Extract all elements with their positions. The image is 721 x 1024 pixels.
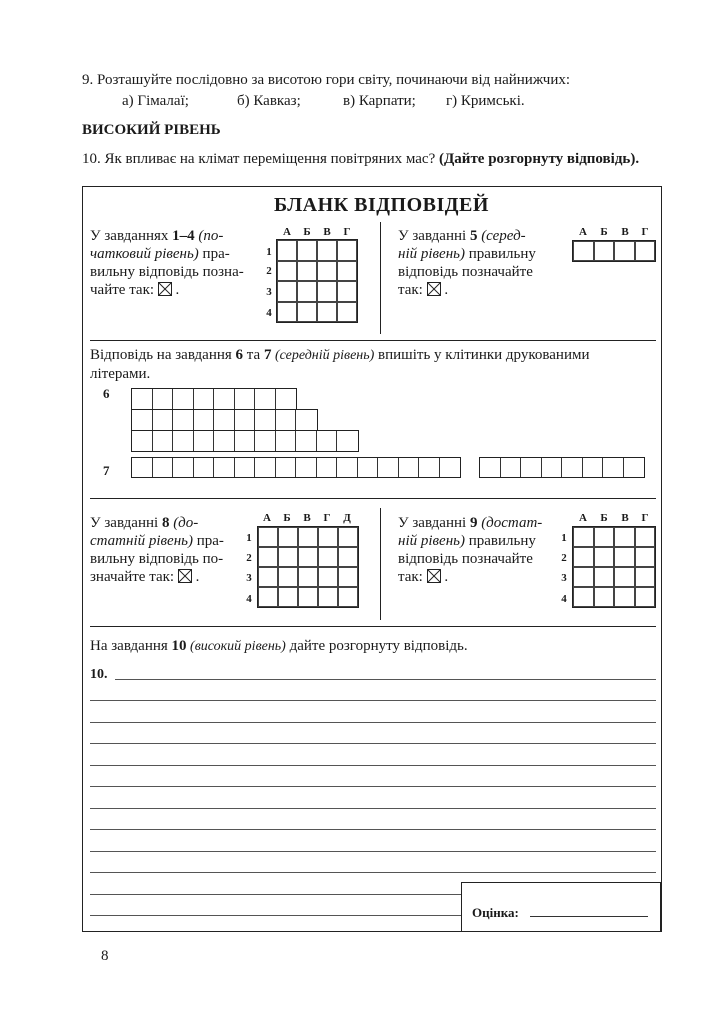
answer-cell[interactable]	[317, 281, 337, 302]
answer-cell[interactable]	[277, 240, 297, 261]
row-header: 1	[246, 532, 252, 544]
letter-cell[interactable]	[378, 458, 399, 477]
letter-cell[interactable]	[542, 458, 563, 477]
letter-cell[interactable]	[235, 458, 256, 477]
letter-cell[interactable]	[173, 389, 194, 409]
answer-cell[interactable]	[614, 587, 635, 607]
divider	[90, 340, 656, 341]
col-header: Г	[323, 512, 331, 524]
answer-cell[interactable]	[277, 302, 297, 323]
answer-sheet-title: БЛАНК ВІДПОВІДЕЙ	[274, 194, 489, 216]
row-header: 1	[266, 246, 272, 258]
section-title: ВИСОКИЙ РІВЕНЬ	[82, 122, 221, 138]
answer-cell[interactable]	[337, 281, 357, 302]
answer-cell[interactable]	[635, 547, 656, 567]
letter-cell[interactable]	[214, 458, 235, 477]
col-header: Г	[343, 226, 351, 238]
answer-line[interactable]	[90, 851, 656, 852]
answer-line[interactable]	[90, 915, 461, 916]
col-header: В	[621, 226, 629, 238]
answer-cell[interactable]	[318, 587, 338, 607]
page-number: 8	[101, 948, 109, 964]
answer-cell[interactable]	[318, 527, 338, 547]
col-header: В	[303, 512, 311, 524]
letter-cell[interactable]	[562, 458, 583, 477]
col-header: А	[283, 226, 291, 238]
answer-cell[interactable]	[594, 587, 615, 607]
row-header: 4	[561, 593, 567, 605]
task-7-cells-a[interactable]	[131, 457, 461, 478]
row-header: 4	[266, 307, 272, 319]
answer-cell[interactable]	[297, 302, 317, 323]
answer-grid-5[interactable]	[572, 240, 656, 262]
answer-cell[interactable]	[338, 527, 358, 547]
answer-cell[interactable]	[573, 527, 594, 547]
answer-cell[interactable]	[614, 241, 635, 261]
letter-cell[interactable]	[317, 458, 338, 477]
letter-cell[interactable]	[276, 431, 297, 451]
answer-cell[interactable]	[318, 547, 338, 567]
task-6-row[interactable]	[131, 430, 359, 452]
letter-cell[interactable]	[419, 458, 440, 477]
answer-cell[interactable]	[337, 261, 357, 282]
q10-note: (Дайте розгорнуту відповідь).	[438, 151, 640, 167]
letter-cell[interactable]	[214, 410, 235, 430]
answer-cell[interactable]	[594, 547, 615, 567]
answer-cell[interactable]	[277, 281, 297, 302]
cross-box-icon	[427, 282, 441, 296]
block5-instructions: У завданні 9 (достат- ній рівень) правильну відповідь позначайте так: .	[398, 515, 543, 585]
letter-cell[interactable]	[337, 458, 358, 477]
answer-cell[interactable]	[297, 261, 317, 282]
answer-cell[interactable]	[594, 241, 615, 261]
answer-cell[interactable]	[614, 527, 635, 547]
letter-cell[interactable]	[624, 458, 645, 477]
col-header: В	[323, 226, 331, 238]
col-header: Б	[283, 512, 291, 524]
cross-box-icon	[158, 282, 172, 296]
q9-option-b: б) Кавказ;	[237, 93, 301, 109]
letter-cell[interactable]	[153, 410, 174, 430]
task-6-label: 6	[103, 386, 110, 401]
letter-cell[interactable]	[132, 389, 153, 409]
answer-cell[interactable]	[317, 302, 337, 323]
letter-cell[interactable]	[255, 431, 276, 451]
answer-cell[interactable]	[278, 527, 298, 547]
col-header: Б	[303, 226, 311, 238]
block4-instructions: У завданні 8 (до- статній рівень) пра- вильну відповідь по- значайте так: .	[90, 515, 224, 585]
letter-cell[interactable]	[501, 458, 522, 477]
letter-cell[interactable]	[173, 410, 194, 430]
letter-cell[interactable]	[440, 458, 461, 477]
letter-cell[interactable]	[153, 458, 174, 477]
letter-cell[interactable]	[235, 431, 256, 451]
answer-cell[interactable]	[277, 261, 297, 282]
answer-line[interactable]	[90, 829, 656, 830]
divider	[380, 508, 381, 620]
letter-cell[interactable]	[276, 389, 297, 409]
row-header: 2	[246, 552, 252, 564]
answer-line[interactable]	[90, 872, 656, 873]
col-header: Б	[600, 226, 608, 238]
letter-cell[interactable]	[255, 458, 276, 477]
letter-cell[interactable]	[583, 458, 604, 477]
answer-line[interactable]	[115, 679, 656, 680]
task-10-label: 10.	[90, 667, 108, 682]
task-7-cells-b[interactable]	[479, 457, 645, 478]
answer-grid-8[interactable]	[257, 526, 359, 608]
answer-cell[interactable]	[573, 547, 594, 567]
answer-cell[interactable]	[258, 547, 278, 567]
col-header: А	[579, 512, 587, 524]
answer-line[interactable]	[90, 743, 656, 744]
answer-line[interactable]	[90, 894, 461, 895]
answer-cell[interactable]	[258, 527, 278, 547]
row-header: 3	[266, 286, 272, 298]
row-header: 3	[561, 572, 567, 584]
letter-cell[interactable]	[603, 458, 624, 477]
row-header: 2	[266, 265, 272, 277]
block3-instructions: Відповідь на завдання 6 та 7 (середній рівень) впишіть у клітинки друкованими літерами.	[90, 347, 590, 382]
answer-cell[interactable]	[258, 587, 278, 607]
answer-cell[interactable]	[298, 547, 318, 567]
answer-cell[interactable]	[614, 547, 635, 567]
answer-cell[interactable]	[278, 547, 298, 567]
score-box	[461, 882, 661, 932]
answer-line[interactable]	[90, 700, 656, 701]
answer-cell[interactable]	[635, 241, 656, 261]
letter-cell[interactable]	[296, 410, 317, 430]
row-header: 4	[246, 593, 252, 605]
letter-cell[interactable]	[173, 458, 194, 477]
letter-cell[interactable]	[276, 458, 297, 477]
answer-grid-9[interactable]	[572, 526, 656, 608]
row-header: 3	[246, 572, 252, 584]
cross-box-icon	[178, 569, 192, 583]
answer-cell[interactable]	[298, 527, 318, 547]
cross-box-icon	[427, 569, 441, 583]
answer-line[interactable]	[90, 808, 656, 809]
letter-cell[interactable]	[194, 458, 215, 477]
answer-cell[interactable]	[297, 240, 317, 261]
q9-option-c: в) Карпати;	[343, 93, 416, 109]
answer-grid-1-4[interactable]	[276, 239, 358, 323]
question-10-text	[82, 151, 639, 168]
col-header: В	[621, 512, 629, 524]
row-header: 2	[561, 552, 567, 564]
answer-cell[interactable]	[337, 240, 357, 261]
q10-question: 10. Як впливає на клімат переміщення повітряних мас?	[82, 151, 436, 167]
col-header: Д	[343, 512, 351, 524]
answer-cell[interactable]	[258, 567, 278, 587]
block6-instructions: На завдання 10 (високий рівень) дайте розгорнуту відповідь.	[90, 638, 468, 654]
answer-line[interactable]	[90, 786, 656, 787]
answer-cell[interactable]	[635, 587, 656, 607]
answer-cell[interactable]	[635, 527, 656, 547]
letter-cell[interactable]	[153, 431, 174, 451]
letter-cell[interactable]	[358, 458, 379, 477]
divider	[380, 222, 381, 334]
letter-cell[interactable]	[480, 458, 501, 477]
answer-cell[interactable]	[573, 587, 594, 607]
row-header: 1	[561, 532, 567, 544]
answer-cell[interactable]	[635, 567, 656, 587]
letter-cell[interactable]	[194, 431, 215, 451]
letter-cell[interactable]	[337, 431, 358, 451]
answer-cell[interactable]	[338, 547, 358, 567]
answer-cell[interactable]	[318, 567, 338, 587]
task-6-row[interactable]	[131, 409, 318, 431]
answer-cell[interactable]	[317, 261, 337, 282]
block2-instructions: У завданні 5 (серед- ній рівень) правильну відповідь позначайте так: .	[398, 228, 536, 298]
col-header: А	[579, 226, 587, 238]
letter-cell[interactable]	[296, 458, 317, 477]
letter-cell[interactable]	[235, 389, 256, 409]
letter-cell[interactable]	[296, 431, 317, 451]
task-7-label: 7	[103, 463, 110, 478]
letter-cell[interactable]	[173, 431, 194, 451]
letter-cell[interactable]	[235, 410, 256, 430]
letter-cell[interactable]	[255, 389, 276, 409]
letter-cell[interactable]	[132, 431, 153, 451]
answer-line[interactable]	[90, 765, 656, 766]
answer-cell[interactable]	[317, 240, 337, 261]
letter-cell[interactable]	[194, 410, 215, 430]
answer-cell[interactable]	[594, 567, 615, 587]
q9-option-a: а) Гімалаї;	[122, 93, 189, 109]
letter-cell[interactable]	[194, 389, 215, 409]
answer-line[interactable]	[90, 722, 656, 723]
task-6-row[interactable]	[131, 388, 297, 410]
block1-instructions: У завданнях 1–4 (по- чатковий рівень) пра- вильну відповідь позна- чайте так: .	[90, 228, 244, 298]
letter-cell[interactable]	[399, 458, 420, 477]
question-9-text: 9. Розташуйте послідовно за висотою гори світу, починаючи від найнижчих:	[82, 72, 571, 88]
letter-cell[interactable]	[276, 410, 297, 430]
answer-cell[interactable]	[338, 567, 358, 587]
answer-cell[interactable]	[337, 302, 357, 323]
answer-cell[interactable]	[297, 281, 317, 302]
divider	[90, 626, 656, 627]
letter-cell[interactable]	[153, 389, 174, 409]
col-header: Г	[641, 226, 649, 238]
letter-cell[interactable]	[214, 431, 235, 451]
letter-cell[interactable]	[132, 458, 153, 477]
letter-cell[interactable]	[255, 410, 276, 430]
answer-cell[interactable]	[298, 567, 318, 587]
col-header: Г	[641, 512, 649, 524]
answer-cell[interactable]	[338, 587, 358, 607]
answer-cell[interactable]	[594, 527, 615, 547]
q9-option-d: г) Кримські.	[446, 93, 525, 109]
answer-cell[interactable]	[278, 587, 298, 607]
answer-cell[interactable]	[298, 587, 318, 607]
letter-cell[interactable]	[214, 389, 235, 409]
col-header: Б	[600, 512, 608, 524]
divider	[90, 498, 656, 499]
answer-cell[interactable]	[278, 567, 298, 587]
score-field[interactable]	[530, 916, 648, 917]
letter-cell[interactable]	[132, 410, 153, 430]
col-header: А	[263, 512, 271, 524]
letter-cell[interactable]	[521, 458, 542, 477]
answer-cell[interactable]	[573, 567, 594, 587]
answer-cell[interactable]	[614, 567, 635, 587]
letter-cell[interactable]	[317, 431, 338, 451]
score-label: Оцінка:	[472, 905, 519, 920]
answer-cell[interactable]	[573, 241, 594, 261]
